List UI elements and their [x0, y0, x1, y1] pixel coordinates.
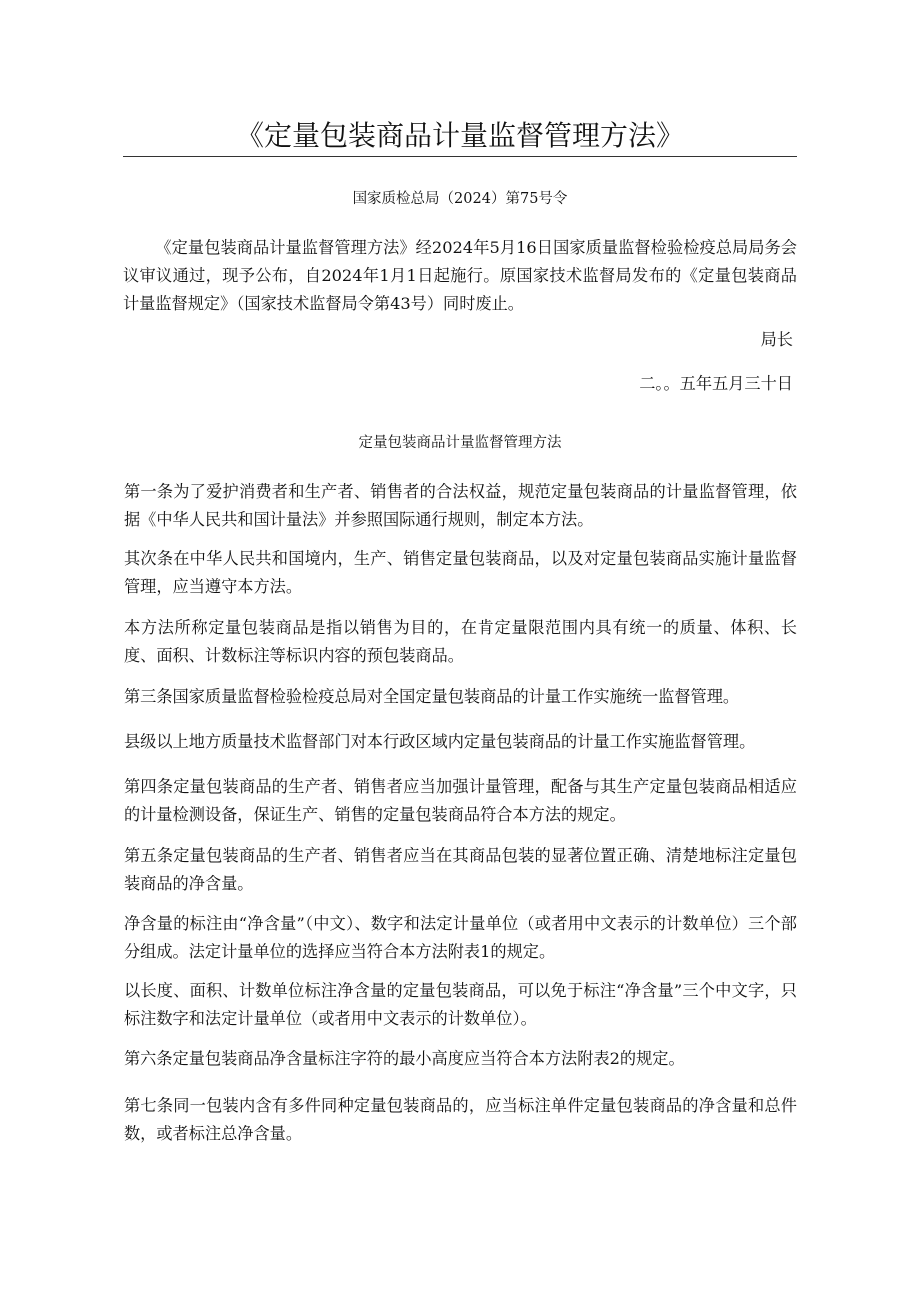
article-paragraph: 净含量的标注由“净含量”（中文）、数字和法定计量单位（或者用中文表示的计数单位）三个部分组成。法定计量单位的选择应当符合本方法附表1的规定。: [124, 914, 797, 961]
title-underline: [123, 156, 797, 157]
article-paragraph: 第七条同一包装内含有多件同种定量包装商品的，应当标注单件定量包装商品的净含量和总件数，或者标注总净含量。: [124, 1096, 797, 1143]
document-title: 《定量包装商品计量监督管理方法》: [235, 119, 684, 152]
article-paragraph: 其次条在中华人民共和国境内，生产、销售定量包装商品，以及对定量包装商品实施计量监督管理，应当遵守本方法。: [124, 549, 797, 596]
signing-date: 二。。五年五月三十日: [639, 374, 793, 393]
article-paragraph: 第三条国家质量监督检验检疫总局对全国定量包装商品的计量工作实施统一监督管理。: [124, 687, 740, 706]
intro-paragraph: 《定量包装商品计量监督管理方法》经2024年5月16日国家质量监督检验检疫总局局务会议审议通过，现予公布，自2024年1月1日起施行。原国家技术监督局发布的《定量包装商品计量监督规定》（国家技术监督局令第43号）同时废止。: [123, 238, 797, 313]
article-paragraph: 第六条定量包装商品净含量标注字符的最小高度应当符合本方法附表2的规定。: [124, 1049, 685, 1068]
article-paragraph: 第四条定量包装商品的生产者、销售者应当加强计量管理，配备与其生产定量包装商品相适应的计量检测设备，保证生产、销售的定量包装商品符合本方法的规定。: [124, 777, 797, 824]
signer-title: 局长: [760, 330, 793, 349]
order-number: 国家质检总局（2024）第75号令: [352, 191, 568, 207]
article-paragraph: 第五条定量包装商品的生产者、销售者应当在其商品包装的显著位置正确、清楚地标注定量包装商品的净含量。: [124, 846, 797, 893]
article-paragraph: 本方法所称定量包装商品是指以销售为目的，在肯定量限范围内具有统一的质量、体积、长度、面积、计数标注等标识内容的预包装商品。: [124, 618, 797, 665]
article-paragraph: 县级以上地方质量技术监督部门对本行政区域内定量包装商品的计量工作实施监督管理。: [124, 732, 756, 751]
article-paragraph: 第一条为了爱护消费者和生产者、销售者的合法权益，规范定量包装商品的计量监督管理，依据《中华人民共和国计量法》并参照国际通行规则，制定本方法。: [124, 482, 797, 529]
regulation-title: 定量包装商品计量监督管理方法: [358, 435, 562, 451]
article-paragraph: 以长度、面积、计数单位标注净含量的定量包装商品，可以免于标注“净含量”三个中文字，只标注数字和法定计量单位（或者用中文表示的计数单位）。: [124, 981, 797, 1028]
